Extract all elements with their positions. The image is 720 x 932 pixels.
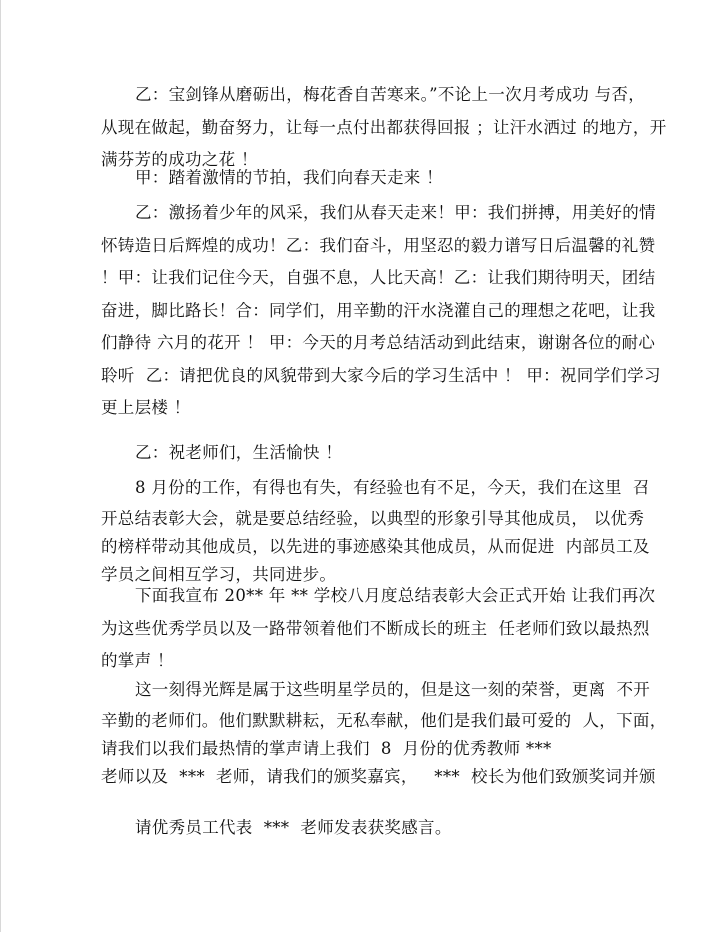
- text-line: 为这些优秀学员以及一路带领着他们不断成长的班主 任老师们致以最热烈: [101, 618, 650, 638]
- text-line: 满芬芳的成功之花 ！: [101, 150, 258, 169]
- text-line: ！甲：让我们记住今天，自强不息，人比天高！乙：让我们期待明天，团结: [101, 268, 656, 287]
- text-line: 开总结表彰大会，就是要总结经验，以典型的形象引导其他成员， 以优秀: [101, 508, 645, 528]
- paragraph-7: [101, 674, 667, 791]
- text-line: 们静待 六月的花开 ！ 甲：今天的月考总结活动到此结束，谢谢各位的耐心: [101, 333, 656, 352]
- text-line: 聆听 乙：请把优良的风貌带到大家今后的学习生活中 ！ 甲：祝同学们学习: [101, 365, 661, 385]
- text-line: 的榜样带动其他成员，以先进的事迹感染其他成员，从而促进 内部员工及: [101, 536, 650, 556]
- text-line: 更上层楼 ！: [101, 398, 191, 417]
- text-line: 学员之间相互学习，共同进步。: [101, 564, 337, 584]
- text-line: 怀铸造日后辉煌的成功！乙：我们奋斗，用坚忍的毅力谱写日后温馨的礼赞: [101, 235, 656, 255]
- text-line: 乙：激扬着少年的风采，我们从春天走来！甲：我们拼搏，用美好的情: [135, 203, 656, 222]
- text-line: 8 月份的工作，有得也有失，有经验也有不足，今天，我们在这里 召: [135, 478, 650, 497]
- text-line: 从现在做起，勤奋努力，让每一点付出都获得回报 ；让汗水洒过 的地方，开: [101, 117, 667, 137]
- text-line: 请优秀员工代表 *** 老师发表获奖感言。: [135, 818, 452, 837]
- paragraph-8: [135, 812, 452, 845]
- text-line: 乙：祝老师们，生活愉快 ！: [135, 443, 343, 462]
- text-line: 奋进，脚比路长！合：同学们，用辛勤的汗水浇灌自己的理想之花吧，让我: [101, 300, 656, 320]
- text-line: 老师以及 *** 老师，请我们的颁奖嘉宾， *** 校长为他们致颁奖词并颁: [101, 766, 656, 786]
- paragraph-6: [101, 580, 656, 678]
- text-line: 的掌声 ！: [101, 651, 174, 670]
- paragraph-2: [135, 162, 443, 195]
- text-line: 辛勤的老师们。他们默默耕耘，无私奉献，他们是我们最可爱的 人，下面，: [101, 710, 667, 730]
- text-line: 请我们以我们最热情的掌声请上我们 8 月份的优秀教师 ***: [101, 738, 552, 758]
- paragraph-4: [135, 437, 342, 470]
- text-line: 乙：宝剑锋从磨砺出，梅花香自苦寒来。”不论上一次月考成功 与否，: [135, 85, 646, 104]
- paragraph-3: [101, 197, 661, 425]
- text-line: 这一刻得光辉是属于这些明星学员的，但是这一刻的荣誉，更离 不开: [135, 680, 651, 699]
- paragraph-5: [101, 472, 650, 589]
- text-line: 下面我宣布 20** 年 ** 学校八月度总结表彰大会正式开始 让我们再次: [135, 586, 656, 605]
- text-line: 甲：踏着激情的节拍，我们向春天走来 ！: [135, 168, 443, 187]
